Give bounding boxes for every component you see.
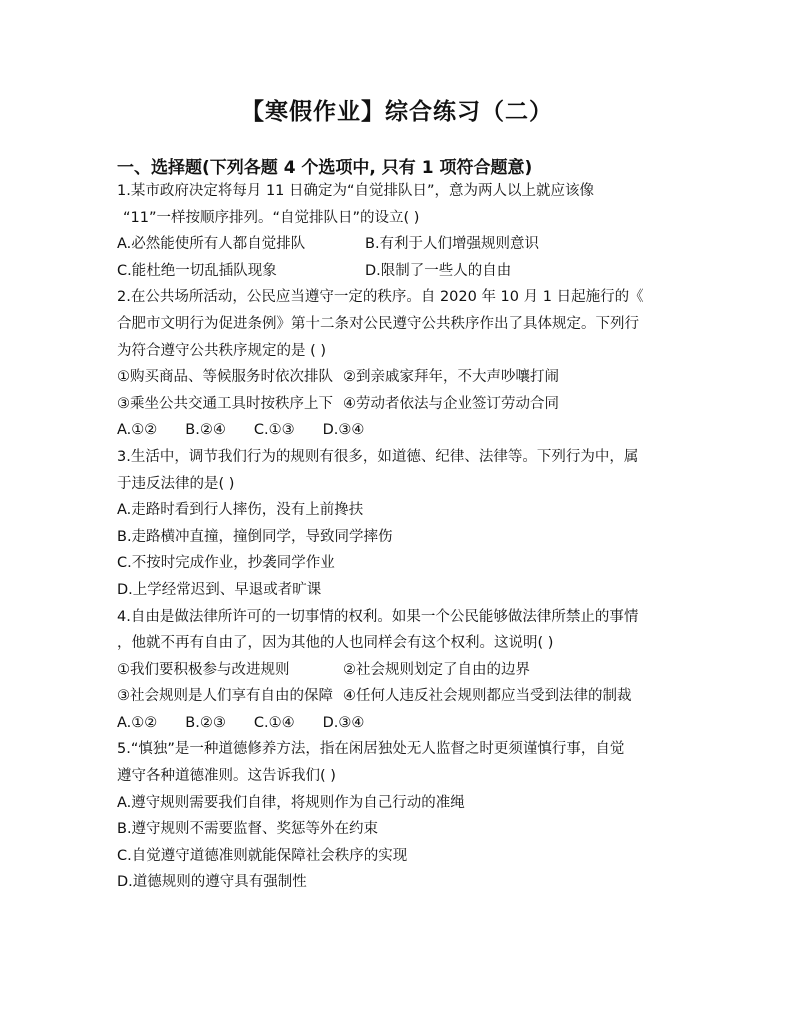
q4-items-row-1 (117, 657, 687, 684)
q1-option-c: C.能杜绝一切乱插队现象 (117, 262, 277, 279)
q3-option-c: C.不按时完成作业，抄袭同学作业 (117, 555, 335, 572)
q4-item-3: ③社会规则是人们享有自由的保障 (117, 688, 333, 705)
q4-option-b: B.②③ (185, 714, 226, 731)
q2-item-3: ③乘坐公共交通工具时按秩序上下 (117, 395, 333, 412)
q4-item-1: ①我们要积极参与改进规则 (117, 661, 290, 678)
question-list (117, 178, 687, 896)
q5-option-a: A.遵守规则需要我们自律，将规则作为自己行动的准绳 (117, 794, 465, 811)
q5-line-2: 遵守各种道德准则。这告诉我们( ) (117, 768, 336, 785)
q1-option-b: B.有利于人们增强规则意识 (365, 236, 540, 253)
q3-option-b: B.走路横冲直撞，撞倒同学，导致同学摔伤 (117, 528, 393, 545)
section-heading: 一、选择题(下列各题 4 个选项中, 只有 1 项符合题意) (117, 158, 533, 178)
q5-option-b: B.遵守规则不需要监督、奖惩等外在约束 (117, 821, 379, 838)
q2-option-d: D.③④ (322, 422, 365, 439)
q4-line-1: 4.自由是做法律所许可的一切事情的权利。如果一个公民能够做法律所禁止的事情 (117, 608, 639, 625)
q1-options-row-2 (117, 258, 687, 285)
q1-line-2: “11”一样按顺序排列。“自觉排队日”的设立( ) (123, 209, 420, 226)
q3-option-a: A.走路时看到行人摔伤，没有上前搀扶 (117, 502, 364, 519)
q1-options-row-1 (117, 231, 687, 258)
q2-line-3: 为符合遵守公共秩序规定的是 ( ) (117, 342, 327, 359)
q5-line-1: 5.“慎独”是一种道德修养方法，指在闲居独处无人监督之时更须谨慎行事，自觉 (117, 741, 625, 758)
q4-item-4: ④任何人违反社会规则都应当受到法律的制裁 (343, 688, 632, 705)
q4-items-row-2 (117, 683, 687, 710)
q4-options (117, 710, 687, 737)
q3-line-1: 3.生活中，调节我们行为的规则有很多，如道德、纪律、法律等。下列行为中，属 (117, 448, 639, 465)
q3-line-2: 于违反法律的是( ) (117, 475, 235, 492)
q2-item-1: ①购买商品、等候服务时依次排队 (117, 369, 333, 386)
q5-option-c: C.自觉遵守道德准则就能保障社会秩序的实现 (117, 847, 408, 864)
q2-line-1: 2.在公共场所活动，公民应当遵守一定的秩序。自 2020 年 10 月 1 日起施行的《 (117, 289, 644, 306)
q4-option-d: D.③④ (322, 714, 365, 731)
q2-line-2: 合肥市文明行为促进条例》第十二条对公民遵守公共秩序作出了具体规定。下列行 (117, 315, 639, 332)
q3-option-d: D.上学经常迟到、早退或者旷课 (117, 581, 322, 598)
q2-option-c: C.①③ (253, 422, 295, 439)
q4-item-2: ②社会规则划定了自由的边界 (343, 661, 530, 678)
q4-option-a: A.①② (117, 714, 158, 731)
q2-option-b: B.②④ (185, 422, 226, 439)
page-title: 【寒假作业】综合练习（二） (241, 99, 553, 125)
q2-items-row-1 (117, 364, 687, 391)
q2-options (117, 417, 687, 444)
q2-option-a: A.①② (117, 422, 158, 439)
q1-option-d: D.限制了一些人的自由 (365, 262, 512, 279)
q2-item-2: ②到亲戚家拜年，不大声吵嚷打闹 (343, 369, 559, 386)
q1-line-1: 1.某市政府决定将每月 11 日确定为“自觉排队日”，意为两人以上就应该像 (117, 183, 595, 199)
q2-item-4: ④劳动者依法与企业签订劳动合同 (343, 395, 559, 412)
q5-option-d: D.道德规则的遵守具有强制性 (117, 874, 307, 891)
q4-line-2: ，他就不再有自由了，因为其他的人也同样会有这个权利。这说明( ) (117, 635, 554, 652)
q1-option-a: A.必然能使所有人都自觉排队 (117, 236, 306, 253)
q2-items-row-2 (117, 391, 687, 418)
q4-option-c: C.①④ (253, 714, 295, 731)
